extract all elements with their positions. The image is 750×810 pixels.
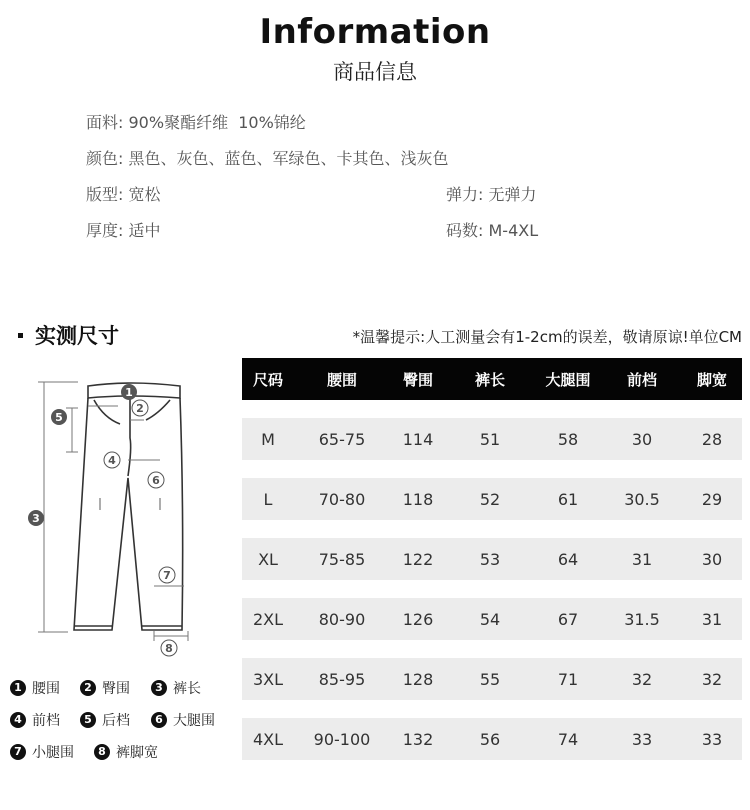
table-cell: 30 — [701, 549, 723, 569]
table-cell: 33 — [631, 729, 653, 749]
table-cell: 67 — [557, 609, 579, 629]
table-cell: 132 — [402, 729, 434, 749]
legend-label: 后档 — [102, 713, 130, 729]
legend-label: 裤长 — [173, 681, 201, 697]
diagram-marker-5 — [51, 409, 67, 425]
info-elastic-label: 弹力: — [446, 185, 484, 204]
table-header — [242, 358, 742, 400]
diagram-marker-6 — [148, 472, 164, 488]
info-elastic — [446, 182, 537, 205]
table-cell: 71 — [557, 669, 579, 689]
info-color-value: 黑色、灰色、蓝色、军绿色、卡其色、浅灰色 — [128, 149, 449, 168]
legend-label: 腰围 — [32, 681, 60, 697]
legend-item — [10, 678, 60, 698]
number-icon: 1 — [10, 680, 26, 696]
svg-text:1: 1 — [125, 386, 133, 399]
diagram-marker-4 — [104, 452, 120, 468]
table-cell: 64 — [557, 549, 579, 569]
number-icon: 3 — [151, 680, 167, 696]
table-cell: 74 — [557, 729, 579, 749]
table-cell: 53 — [479, 549, 501, 569]
info-size — [446, 218, 538, 241]
legend-item — [94, 742, 158, 762]
table-cell: 32 — [631, 669, 653, 689]
table-cell: 4XL — [252, 729, 284, 749]
number-icon: 7 — [10, 744, 26, 760]
table-cell: 30.5 — [624, 489, 660, 509]
table-cell: 56 — [479, 729, 501, 749]
legend-label: 小腿围 — [32, 745, 74, 761]
header-cell: 腰围 — [326, 370, 357, 389]
info-fabric-label: 面料: — [86, 113, 124, 132]
table-cell: 3XL — [252, 669, 284, 689]
svg-text:4: 4 — [108, 454, 116, 467]
info-fit — [86, 182, 161, 205]
section-heading — [18, 320, 119, 350]
svg-text:3: 3 — [32, 512, 40, 525]
number-icon: 2 — [80, 680, 96, 696]
legend-label: 前档 — [32, 713, 60, 729]
diagram-marker-2 — [132, 400, 148, 416]
info-color-label: 颜色: — [86, 149, 124, 168]
legend-label: 大腿围 — [173, 713, 215, 729]
table-cell: 31.5 — [624, 609, 660, 629]
legend-item — [151, 678, 201, 698]
legend-item — [80, 710, 130, 730]
table-cell: 55 — [479, 669, 501, 689]
svg-text:8: 8 — [165, 642, 173, 655]
header-cell: 脚宽 — [696, 370, 727, 389]
diagram-marker-8 — [161, 640, 177, 656]
info-size-label: 码数: — [446, 221, 484, 240]
page-subtitle: 商品信息 — [333, 60, 417, 84]
measurement-tip: *温馨提示:人工测量会有1-2cm的误差，敬请原谅!单位CM — [352, 328, 742, 346]
info-fabric — [86, 110, 306, 133]
table-cell: 114 — [402, 429, 434, 449]
header-cell: 大腿围 — [545, 370, 591, 389]
table-cell: 61 — [557, 489, 579, 509]
bullet-icon — [18, 333, 23, 338]
table-row — [242, 718, 742, 760]
table-cell: 2XL — [252, 609, 284, 629]
table-row — [242, 418, 742, 460]
number-icon: 8 — [94, 744, 110, 760]
table-cell: 31 — [631, 549, 653, 569]
diagram-marker-1 — [121, 384, 137, 400]
info-thickness — [86, 218, 161, 241]
table-cell: 54 — [479, 609, 501, 629]
table-cell: 122 — [402, 549, 434, 569]
table-cell: 75-85 — [318, 549, 366, 569]
table-cell: 118 — [402, 489, 434, 509]
info-elastic-value: 无弹力 — [488, 185, 537, 204]
table-cell: 33 — [701, 729, 723, 749]
legend-item — [151, 710, 215, 730]
table-cell: 29 — [701, 489, 723, 509]
table-row — [242, 658, 742, 700]
number-icon: 6 — [151, 712, 167, 728]
table-row — [242, 478, 742, 520]
table-cell: 52 — [479, 489, 501, 509]
table-cell: 28 — [701, 429, 723, 449]
pants-diagram — [8, 378, 238, 660]
number-icon: 5 — [80, 712, 96, 728]
table-row — [242, 538, 742, 580]
table-cell: M — [261, 429, 275, 449]
info-thickness-value: 适中 — [128, 221, 161, 240]
number-icon: 4 — [10, 712, 26, 728]
header-cell: 裤长 — [474, 370, 505, 389]
size-table — [242, 358, 742, 749]
table-cell: 30 — [631, 429, 653, 449]
table-cell: 90-100 — [313, 729, 371, 749]
table-cell: 85-95 — [318, 669, 366, 689]
svg-text:2: 2 — [136, 402, 144, 415]
legend-label: 臀围 — [102, 681, 130, 697]
svg-text:5: 5 — [55, 411, 63, 424]
info-fit-value: 宽松 — [128, 185, 161, 204]
table-cell: 32 — [701, 669, 723, 689]
pants-outline — [74, 383, 183, 630]
table-cell: 70-80 — [318, 489, 366, 509]
table-cell: 65-75 — [318, 429, 366, 449]
svg-text:6: 6 — [152, 474, 160, 487]
info-color — [86, 146, 449, 169]
table-cell: 80-90 — [318, 609, 366, 629]
legend-item — [10, 710, 60, 730]
header-cell: 尺码 — [252, 370, 283, 389]
info-fit-label: 版型: — [86, 185, 124, 204]
header-cell: 前档 — [626, 370, 657, 389]
info-thickness-label: 厚度: — [86, 221, 124, 240]
legend-label: 裤脚宽 — [116, 745, 158, 761]
legend-item — [80, 678, 130, 698]
diagram-marker-7 — [159, 567, 175, 583]
page-title: Information — [259, 12, 491, 52]
table-cell: 128 — [402, 669, 434, 689]
legend-item — [10, 742, 74, 762]
header-cell: 臀围 — [402, 370, 433, 389]
info-fabric-value: 90%聚酯纤维 10%锦纶 — [128, 113, 306, 132]
table-cell: 126 — [402, 609, 434, 629]
table-cell: 51 — [479, 429, 501, 449]
diagram-marker-3 — [28, 510, 44, 526]
table-cell: L — [263, 489, 273, 509]
table-cell: 31 — [701, 609, 723, 629]
svg-text:7: 7 — [163, 569, 171, 582]
table-row — [242, 598, 742, 640]
info-size-value: M-4XL — [488, 221, 539, 240]
table-cell: XL — [258, 549, 278, 569]
section-title: 实测尺寸 — [35, 324, 119, 348]
table-cell: 58 — [557, 429, 579, 449]
